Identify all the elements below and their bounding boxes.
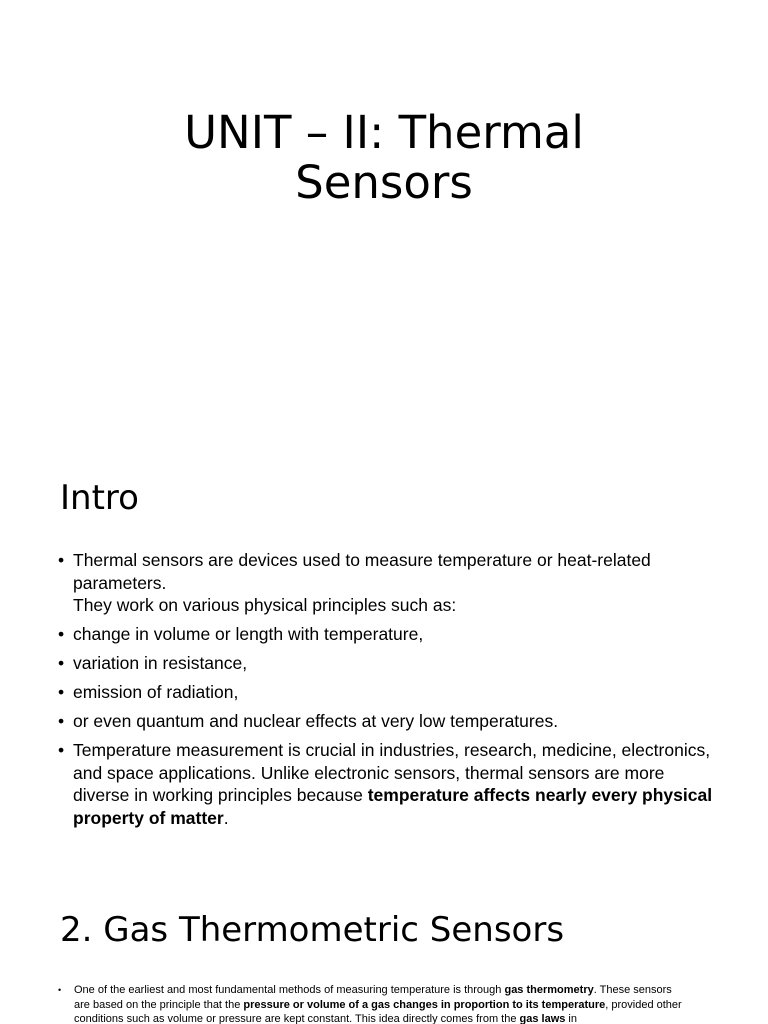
- intro-bullet-list: [58, 549, 724, 836]
- list-item: [58, 983, 690, 1024]
- list-item: [58, 739, 724, 829]
- item-text-bold: temperature affects nearly every physical property of matter: [73, 785, 713, 828]
- intro-heading: Intro: [60, 478, 139, 518]
- bullet-icon: •: [58, 711, 65, 731]
- list-item: [58, 652, 724, 675]
- item-text-bold: pressure or volume of a gas changes in proportion to its temperature: [243, 998, 606, 1011]
- item-text-bold: gas laws: [519, 1013, 566, 1024]
- title-slide: [0, 108, 768, 208]
- item-text: in: [565, 1013, 577, 1024]
- item-text: . These sensors are based on the principle that the: [74, 984, 672, 1011]
- bullet-icon: •: [58, 682, 65, 702]
- list-item: [58, 681, 724, 704]
- item-text: .: [223, 807, 229, 828]
- item-text: One of the earliest and most fundamental methods of measuring temperature is through: [74, 984, 505, 996]
- item-text-line: Thermal sensors are devices used to measure temperature or heat-related: [73, 550, 651, 570]
- list-item: [58, 623, 724, 646]
- list-item: [58, 549, 724, 617]
- bullet-icon: •: [58, 985, 62, 995]
- item-text: variation in resistance,: [73, 653, 248, 673]
- list-item: [58, 710, 724, 733]
- item-text-bold: gas thermometry: [504, 984, 594, 996]
- item-text: Temperature measurement is crucial in industries, research, medicine, electronics, and space applications. Unlike electronic sensors, thermal sensors are more diverse in working principles because: [73, 740, 711, 805]
- gas-bullet-list: [58, 983, 690, 1024]
- bullet-icon: •: [58, 740, 65, 760]
- bullet-icon: •: [58, 624, 65, 644]
- item-text: change in volume or length with temperature,: [73, 624, 424, 644]
- item-text-line: They work on various physical principles such as:: [73, 595, 457, 615]
- gas-sensors-heading: 2. Gas Thermometric Sensors: [60, 910, 565, 950]
- item-text: emission of radiation,: [73, 682, 239, 702]
- item-text-line: parameters.: [73, 572, 167, 593]
- bullet-icon: •: [58, 550, 65, 570]
- title-line-1: UNIT – II: Thermal: [184, 106, 584, 159]
- item-text: or even quantum and nuclear effects at very low temperatures.: [73, 711, 559, 731]
- title-line-2: Sensors: [295, 156, 473, 209]
- item-text: , provided other conditions such as volume or pressure are kept constant. This idea directly comes from the: [74, 998, 682, 1024]
- bullet-icon: •: [58, 653, 65, 673]
